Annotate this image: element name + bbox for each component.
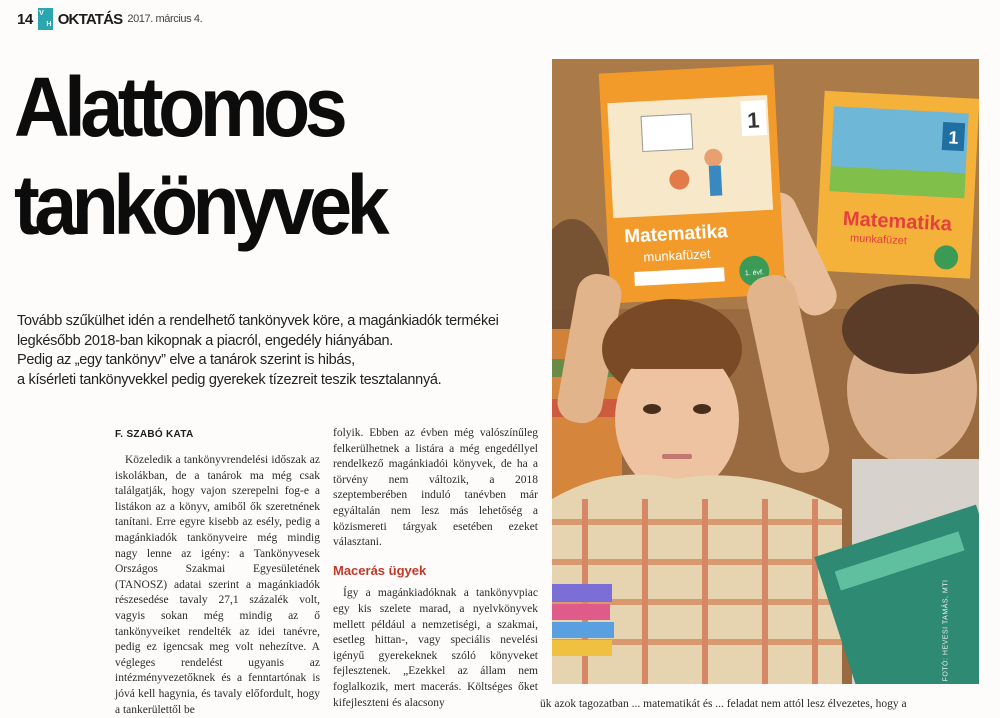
lead-line: Tovább szűkülhet idén a rendelhető tankönyvek köre, a magánkiadók termékei bbox=[17, 313, 499, 329]
column-2-paragraph-1: folyik. Ebben az évben még valószínűleg felkerülhetnek a listára a még engedéllyel rendelkező magánkiadói könyvek, de ha a törvény nem változik, a 2018 szeptemberében induló tanévben már egyáltalán nem lesz más lehetőség a közismereti tárgyak esetében ezeket választani. bbox=[333, 427, 538, 549]
article-column-2 bbox=[333, 426, 538, 711]
page-header bbox=[17, 8, 202, 30]
headline-line-1: Alattomos bbox=[14, 60, 343, 154]
headline bbox=[14, 58, 384, 254]
column-2-paragraph-2: Így a magánkiadóknak a tankönyvpiac egy kis szelete marad, a nyelvkönyvek mellett például a nemzetiségi, a szakmai, esetleg hittan-, vagy speciális nevelési igényű gyerekeknek szóló könyveket fejlesztenek. „Ezekkel az állam nem foglalkozik, mert macerás. Költséges őket kifejleszteni és alacsony bbox=[333, 587, 538, 709]
book2-subtitle: munkafüzet bbox=[849, 232, 908, 248]
page-number: 14 bbox=[17, 10, 33, 28]
book2-grade: 1 bbox=[947, 127, 959, 148]
logo-letter-v: V bbox=[39, 10, 44, 17]
issue-date: 2017. március 4. bbox=[127, 13, 203, 25]
subheading: Macerás ügyek bbox=[333, 562, 427, 578]
bottom-cut-text: ük azok tagozatban ... matematikát és ... feladat nem attól lesz élvezetes, hogy a bbox=[540, 698, 907, 710]
lead-paragraph bbox=[17, 312, 542, 390]
lead-line: a kísérleti tankönyvekkel pedig gyerekek tízezreit teszik tesztalannyá. bbox=[17, 371, 442, 388]
book1-title: Matematika bbox=[623, 221, 729, 248]
lead-line: legkésőbb 2018-ban kikopnak a piacról, engedély hiányában. bbox=[17, 332, 393, 349]
newspaper-logo bbox=[38, 8, 53, 30]
author-byline: F. SZABÓ KATA bbox=[115, 429, 194, 440]
book1-grade: 1 bbox=[746, 107, 761, 133]
book1-subtitle: munkafüzet bbox=[643, 246, 711, 265]
headline-line-2: tankönyvek bbox=[14, 158, 385, 252]
logo-letter-h: H bbox=[46, 21, 52, 28]
book2-title: Matematika bbox=[842, 207, 953, 236]
section-name: OKTATÁS bbox=[57, 10, 123, 28]
article-column-1: Közeledik a tankönyvrendelési időszak az iskolákban, de a tanárok ma még csak találgatják, hogy vajon szerepelni fog-e a listákon az a könyv, amiből ők szeretnének tanítani. Erre egyre kisebb az esély, pedig a magánkiadók tankönyveire még mindig nagy lenne az igény: a Tankönyvesek Országos Szakmai Egyesületének (TANOSZ) adatai szerint a magánkiadók részesedése tavaly 27,1 százalék volt, vagyis sokan még mindig az ő tankönyveiket rendelték az idei tanévre, pedig ez igencsak meg volt nehezítve. A végleges rendelést ugyanis az intézményvezetőknek és a fenntartónak is jóvá kell hagynia, és tavaly előfordult, hogy a tankerülettől be bbox=[115, 454, 320, 716]
photo-illustration bbox=[552, 59, 979, 684]
article-photo bbox=[552, 59, 979, 684]
photo-credit: FOTÓ: HEVESI TAMÁS, MTI bbox=[942, 579, 950, 682]
lead-line: Pedig az „egy tankönyv” elve a tanárok szerint is hibás, bbox=[17, 352, 355, 368]
book1-badge: 1. évf. bbox=[744, 269, 765, 278]
